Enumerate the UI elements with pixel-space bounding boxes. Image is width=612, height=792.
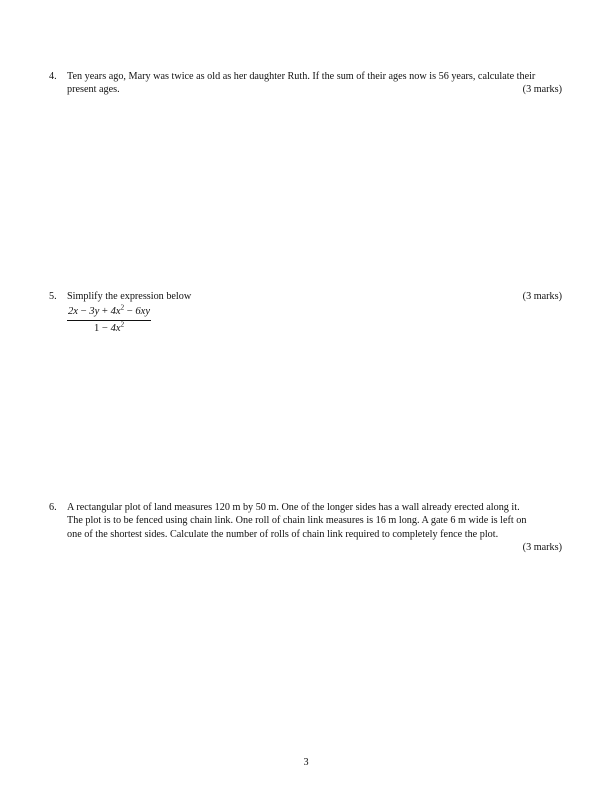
question-text-line: one of the shortest sides. Calculate the number of rolls of chain link required to completely fence the plot. (67, 528, 499, 540)
fraction-denominator: $1 - 4x^2$ (93, 320, 125, 334)
marks-label: (3 marks) (522, 542, 562, 554)
question-5 (49, 290, 562, 335)
algebraic-fraction (67, 305, 151, 335)
question-text-line (67, 83, 562, 96)
question-text-line (67, 290, 562, 303)
question-number: 6. (49, 502, 57, 513)
page-number: 3 (303, 757, 309, 768)
question-text-line: The plot is to be fenced using chain link. One roll of chain link measures is 16 m long. A gate 6 m wide is left on (67, 515, 527, 527)
question-text-line: Ten years ago, Mary was twice as old as her daughter Ruth. If the sum of their ages now is 56 years, calculate their (67, 71, 536, 82)
question-text: Simplify the expression below (67, 291, 192, 302)
question-text: present ages. (67, 84, 120, 96)
question-text-line: A rectangular plot of land measures 120 m by 50 m. One of the longer sides has a wall already erected along it. (67, 502, 520, 513)
question-4 (49, 70, 562, 97)
fraction-numerator: $2x - 3y + 4x^2 - 6xy$ (67, 305, 151, 320)
marks-label: (3 marks) (522, 291, 562, 302)
question-number: 4. (49, 71, 57, 82)
question-6 (49, 501, 562, 555)
question-number: 5. (49, 291, 57, 302)
marks-label: (3 marks) (522, 84, 562, 96)
